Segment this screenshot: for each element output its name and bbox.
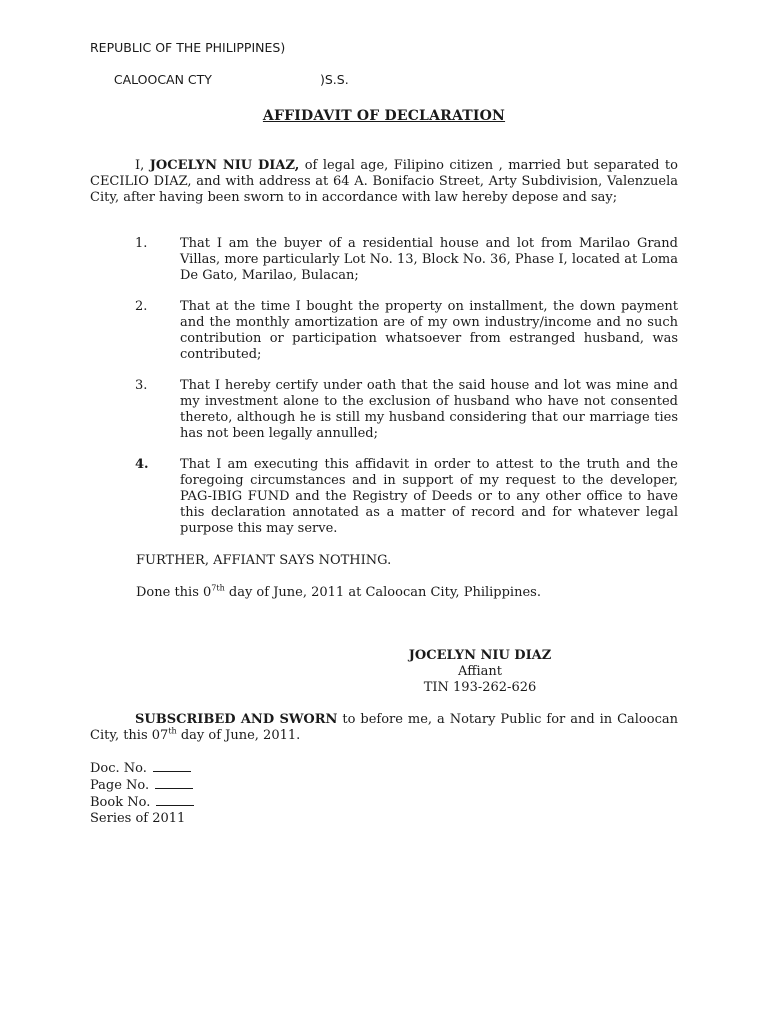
venue-city: CALOOCAN CTY	[113, 72, 212, 87]
page-no-blank	[155, 777, 193, 789]
item-number: 1.	[135, 236, 148, 251]
document-title: AFFIDAVIT OF DECLARATION	[262, 108, 506, 124]
declaration-list	[90, 236, 678, 537]
item-number: 4.	[135, 457, 149, 472]
venue-ss: )S.S.	[320, 72, 349, 87]
affiant-tin: TIN 193-262-626	[423, 680, 537, 695]
intro-text: of legal age, Filipino citizen , married but separated to CECILIO DIAZ, and with address at 64 A. Bonifacio Street, Arty Subdivision, Valenzuela City, after having been sworn to in accordance with law hereby depose and say;	[90, 158, 678, 205]
venue-line-republic: REPUBLIC OF THE PHILIPPINES)	[90, 40, 286, 55]
affiant-name-inline: JOCELYN NIU DIAZ,	[149, 158, 300, 173]
book-no-line	[90, 794, 194, 811]
jurat-text-1: to before me, a Notary Public for and in Caloocan City, this 07	[90, 712, 678, 743]
item-number: 2.	[135, 299, 148, 314]
item-text: That I am the buyer of a residential house and lot from Marilao Grand Villas, more particularly Lot No. 13, Block No. 36, Phase I, located at Loma De Gato, Marilao, Bulacan;	[180, 236, 678, 283]
declaration-item	[90, 236, 678, 284]
item-number: 3.	[135, 378, 148, 393]
page-no-line	[90, 777, 194, 794]
venue-line-city	[90, 56, 349, 104]
series-line: Series of 2011	[90, 811, 186, 826]
jurat-paragraph	[90, 712, 678, 744]
venue-block	[90, 40, 349, 104]
doc-no-label: Doc. No.	[90, 761, 147, 776]
done-post: day of June, 2011 at Caloocan City, Philippines.	[224, 585, 541, 600]
book-no-blank	[156, 794, 194, 806]
page-no-label: Page No.	[90, 778, 150, 793]
affiant-name: JOCELYN NIU DIAZ	[408, 648, 552, 663]
jurat-bold: SUBSCRIBED AND SWORN	[135, 712, 338, 727]
doc-no-line	[90, 760, 194, 777]
intro-paragraph	[90, 158, 678, 206]
declaration-item	[90, 457, 678, 537]
book-no-label: Book No.	[90, 795, 151, 810]
declaration-item	[90, 299, 678, 363]
done-sup: 7th	[211, 583, 225, 593]
further-statement: FURTHER, AFFIANT SAYS NOTHING.	[136, 553, 392, 568]
affiant-signature-block	[380, 648, 580, 696]
notarial-register	[90, 760, 194, 827]
item-text: That at the time I bought the property on installment, the down payment and the monthly amortization are of my own industry/income and no such contribution or participation whatsoever from estranged husband, was contributed;	[180, 299, 678, 362]
doc-no-blank	[153, 760, 191, 772]
done-pre: Done this 0	[136, 585, 212, 600]
affiant-role: Affiant	[458, 664, 502, 679]
jurat-text-2: day of June, 2011.	[176, 728, 301, 743]
jurat-sup: th	[168, 726, 177, 736]
declaration-item	[90, 378, 678, 442]
intro-pre: I,	[135, 158, 150, 173]
done-line	[136, 585, 541, 601]
item-text: That I hereby certify under oath that the said house and lot was mine and my investment alone to the exclusion of husband who have not consented thereto, although he is still my husband considering that our marriage ties has not been legally annulled;	[180, 378, 678, 441]
item-text: That I am executing this affidavit in order to attest to the truth and the foregoing circumstances and in support of my request to the developer, PAG-IBIG FUND and the Registry of Deeds or to any other office to have this declaration annotated as a matter of record and for whatever legal purpose this may serve.	[180, 457, 678, 536]
